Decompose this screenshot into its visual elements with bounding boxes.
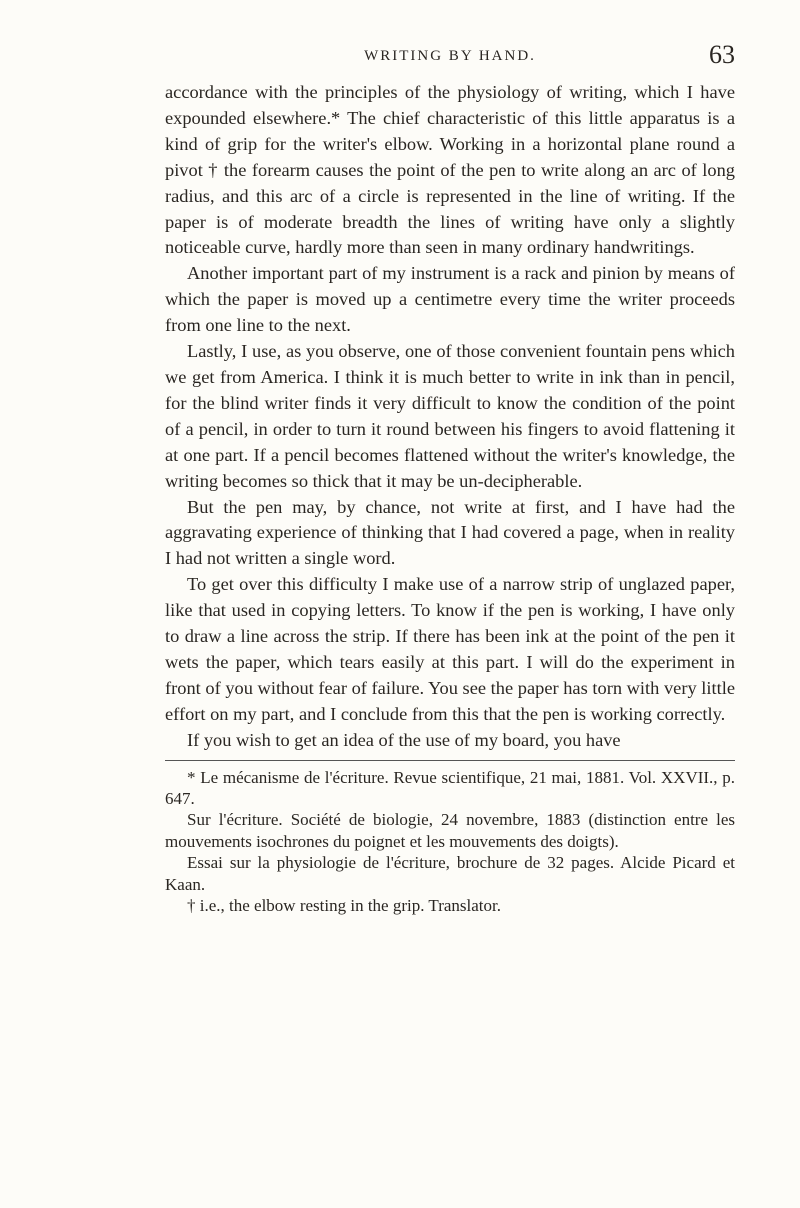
paragraph: accordance with the principles of the physiology of writing, which I have expounded elsewhere.* The chief characteristic of this little apparatus is a kind of grip for the writer's elbow. Working in a horizontal plane round a pivot † the forearm causes the point of the pen to write along an arc of long radius, and this arc of a circle is represented in the line of writing. If the paper is of moderate breadth the lines of writing have only a slightly noticeable curve, hardly more than seen in many ordinary handwritings. [165,82,735,258]
paragraph: If you wish to get an idea of the use of my board, you have [187,729,621,750]
paragraph: Another important part of my instrument is a rack and pinion by means of which the paper is moved up a centimetre every time the writer proceeds from one line to the next. [165,263,735,336]
footnotes [165,767,735,917]
running-head: WRITING BY HAND. [364,48,536,64]
paragraph: But the pen may, by chance, not write at first, and I have had the aggravating experience of thinking that I had covered a page, when in reality I had not written a single word. [165,496,735,569]
page-header [165,36,735,80]
page-number: 63 [709,40,735,69]
footnote: Sur l'écriture. Société de biologie, 24 novembre, 1883 (distinction entre les mouvements isochrones du poignet et les mouvements des doigts). [165,810,735,851]
footnote-divider [165,760,735,761]
footnote: † i.e., the elbow resting in the grip. Translator. [187,896,501,915]
footnote: Essai sur la physiologie de l'écriture, brochure de 32 pages. Alcide Picard et Kaan. [165,853,735,894]
body-text [165,80,735,754]
footnote: * Le mécanisme de l'écriture. Revue scientifique, 21 mai, 1881. Vol. XXVII., p. 647. [165,767,735,808]
book-page [165,36,735,916]
paragraph: To get over this difficulty I make use of a narrow strip of unglazed paper, like that used in copying letters. To know if the pen is working, I have only to draw a line across the strip. If there has been ink at the point of the pen it wets the paper, which tears easily at this part. I will do the experiment in front of you without fear of failure. You see the paper has torn with very little effort on my part, and I conclude from this that the pen is working correctly. [165,574,735,724]
paragraph: Lastly, I use, as you observe, one of those convenient fountain pens which we get from America. I think it is much better to write in ink than in pencil, for the blind writer finds it very difficult to know the condition of the point of a pencil, in order to turn it round between his fingers to avoid flattening it at one part. If a pencil becomes flattened without the writer's knowledge, the writing becomes so thick that it may be un-decipherable. [165,341,735,491]
